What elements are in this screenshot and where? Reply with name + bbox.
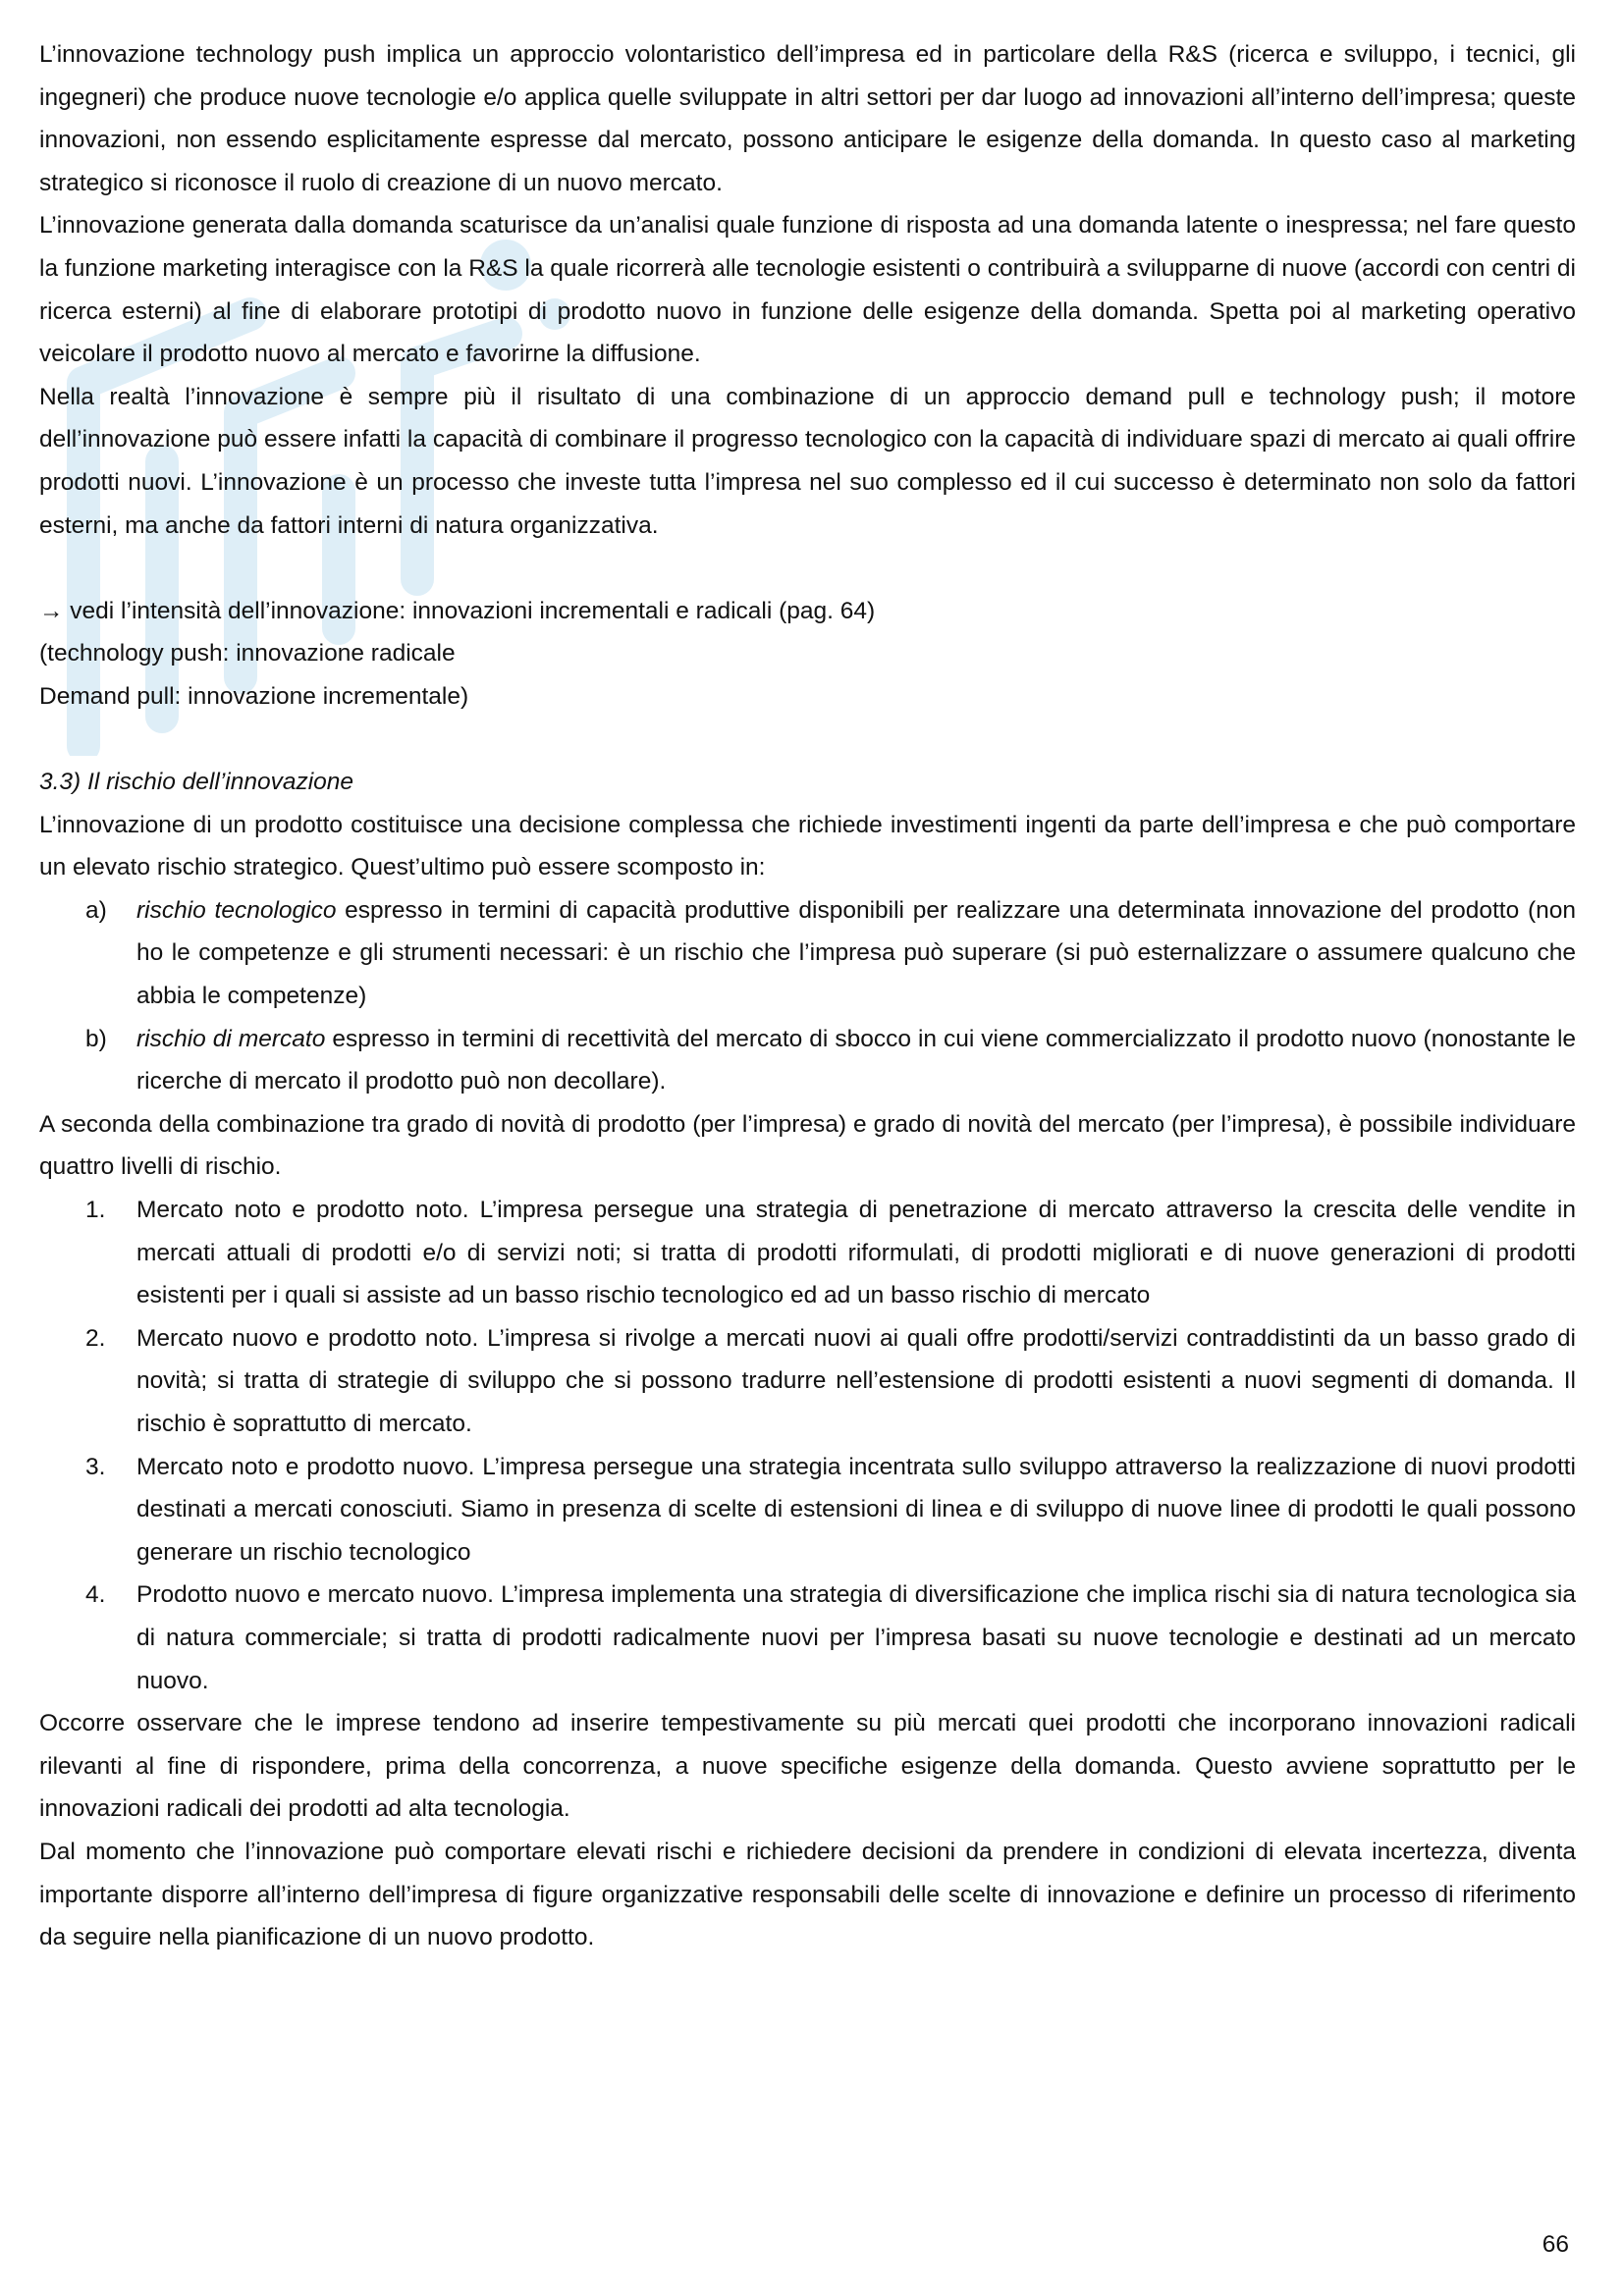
risk-level-1 xyxy=(39,1189,1576,1317)
list-marker: 4. xyxy=(85,1581,106,1609)
risk-level-text: Prodotto nuovo e mercato nuovo. L’impresa implementa una strategia di diversificazione che implica rischi sia di natura tecnologica sia di natura commerciale; si tratta di prodotti radicalmente nuovi per l’impresa basati su nuove tecnologie e destinati ad un mercato nuovo. xyxy=(136,1581,1576,1694)
list-marker: a) xyxy=(85,896,107,924)
risk-level-text: Mercato noto e prodotto noto. L’impresa persegue una strategia di penetrazione di mercato attraverso la crescita delle vendite in mercati attuali di prodotti e/o di servizi noti; si tratta di prodotti riformulati, di prodotti migliorati e di nuove generazioni di prodotti esistenti per i quali si assiste ad un basso rischio tecnologico ed ad un basso rischio di mercato xyxy=(136,1197,1576,1309)
list-marker: b) xyxy=(85,1025,107,1052)
page-number: 66 xyxy=(1542,2231,1569,2258)
risk-item-market xyxy=(39,1018,1576,1103)
risk-level-2 xyxy=(39,1317,1576,1446)
note-intensity-reference: → vedi l’intensità dell’innovazione: innovazioni incrementali e radicali (pag. 64) xyxy=(39,597,876,624)
risk-level-text: Mercato noto e prodotto nuovo. L’impresa persegue una strategia incentrata sullo sviluppo attraverso la realizzazione di nuovi prodotti destinati a mercati conosciuti. Siamo in presenza di scelte di estensioni di linea e di sviluppo di nuove linee di prodotti le quali possono generare un rischio tecnologico xyxy=(136,1453,1576,1566)
closing-paragraph-radical-innovations: Occorre osservare che le imprese tendono ad inserire tempestivamente su più mercati quei prodotti che incorporano innovazioni radicali rilevanti al fine di rispondere, prima della concorrenza, a nuove specifiche esigenze della domanda. Questo avviene soprattutto per le innovazioni radicali dei prodotti ad alta tecnologia. xyxy=(39,1710,1576,1823)
closing-paragraph-organization: Dal momento che l’innovazione può comportare elevati rischi e richiedere decisioni da prendere in condizioni di elevata incertezza, diventa importante disporre all’interno dell’impresa di figure organizzative responsabili delle scelte di innovazione e definire un processo di riferimento da seguire nella pianificazione di un nuovo prodotto. xyxy=(39,1838,1576,1951)
list-marker: 1. xyxy=(85,1197,106,1224)
list-marker: 3. xyxy=(85,1453,106,1480)
risk-term: rischio di mercato xyxy=(136,1025,326,1052)
risk-item-technological xyxy=(39,889,1576,1018)
risk-level-text: Mercato nuovo e prodotto noto. L’impresa si rivolge a mercati nuovi ai quali offre prodotti/servizi contraddistinti da un basso grado di novità; si tratta di strategie di sviluppo che si possono tradurre nell’estensione di prodotti esistenti a nuovi segmenti di domanda. Il rischio è soprattutto di mercato. xyxy=(136,1324,1576,1437)
paragraph-technology-push: L’innovazione technology push implica un approccio volontaristico dell’impresa ed in particolare della R&S (ricerca e sviluppo, i tecnici, gli ingegneri) che produce nuove tecnologie e/o applica quelle sviluppate in altri settori per dar luogo ad innovazioni all’interno dell’impresa; queste innovazioni, non essendo esplicitamente espresse dal mercato, possono anticipare le esigenze della domanda. In questo caso al marketing strategico si riconosce il ruolo di creazione di un nuovo mercato. xyxy=(39,41,1576,196)
levels-intro: A seconda della combinazione tra grado di novità di prodotto (per l’impresa) e grado di novità del mercato (per l’impresa), è possibile individuare quattro livelli di rischio. xyxy=(39,1110,1576,1181)
spacer xyxy=(39,547,1576,590)
paragraph-combination: Nella realtà l’innovazione è sempre più il risultato di una combinazione di un approccio demand pull e technology push; il motore dell’innovazione può essere infatti la capacità di combinare il progresso tecnologico con la capacità di individuare spazi di mercato ai quali offrire prodotti nuovi. L’innovazione è un processo che investe tutta l’impresa nel suo complesso ed il cui successo è determinato non solo da fattori esterni, ma anche da fattori interni di natura organizzativa. xyxy=(39,383,1576,539)
list-marker: 2. xyxy=(85,1324,106,1352)
risk-level-3 xyxy=(39,1446,1576,1575)
risk-term: rischio tecnologico xyxy=(136,896,337,924)
risk-description: espresso in termini di recettività del mercato di sbocco in cui viene commercializzato il prodotto nuovo (nonostante le ricerche di mercato il prodotto può non decollare). xyxy=(136,1025,1577,1095)
section-heading: 3.3) Il rischio dell’innovazione xyxy=(39,769,354,796)
spacer xyxy=(39,719,1576,762)
risk-level-4 xyxy=(39,1574,1576,1702)
note-demand-pull: Demand pull: innovazione incrementale) xyxy=(39,682,469,710)
paragraph-demand-pull: L’innovazione generata dalla domanda scaturisce da un’analisi quale funzione di risposta ad una domanda latente o inespressa; nel fare questo la funzione marketing interagisce con la R&S la quale ricorrerà alle tecnologie esistenti o contribuirà a svilupparne di nuove (accordi con centri di ricerca esterni) al fine di elaborare prototipi di prodotto nuovo in funzione delle esigenze della domanda. Spetta poi al marketing operativo veicolare il prodotto nuovo al mercato e favorirne la diffusione. xyxy=(39,212,1576,368)
risk-description: espresso in termini di capacità produttive disponibili per realizzare una determinata innovazione del prodotto (non ho le competenze e gli strumenti necessari: è un rischio che l’impresa può superare (si può esternalizzare o assumere qualcuno che abbia le competenze) xyxy=(136,896,1576,1010)
document-page xyxy=(39,33,1576,1959)
note-technology-push: (technology push: innovazione radicale xyxy=(39,640,456,667)
section-intro: L’innovazione di un prodotto costituisce una decisione complessa che richiede investimenti ingenti da parte dell’impresa e che può comportare un elevato rischio strategico. Quest’ultimo può essere scomposto in: xyxy=(39,811,1576,881)
